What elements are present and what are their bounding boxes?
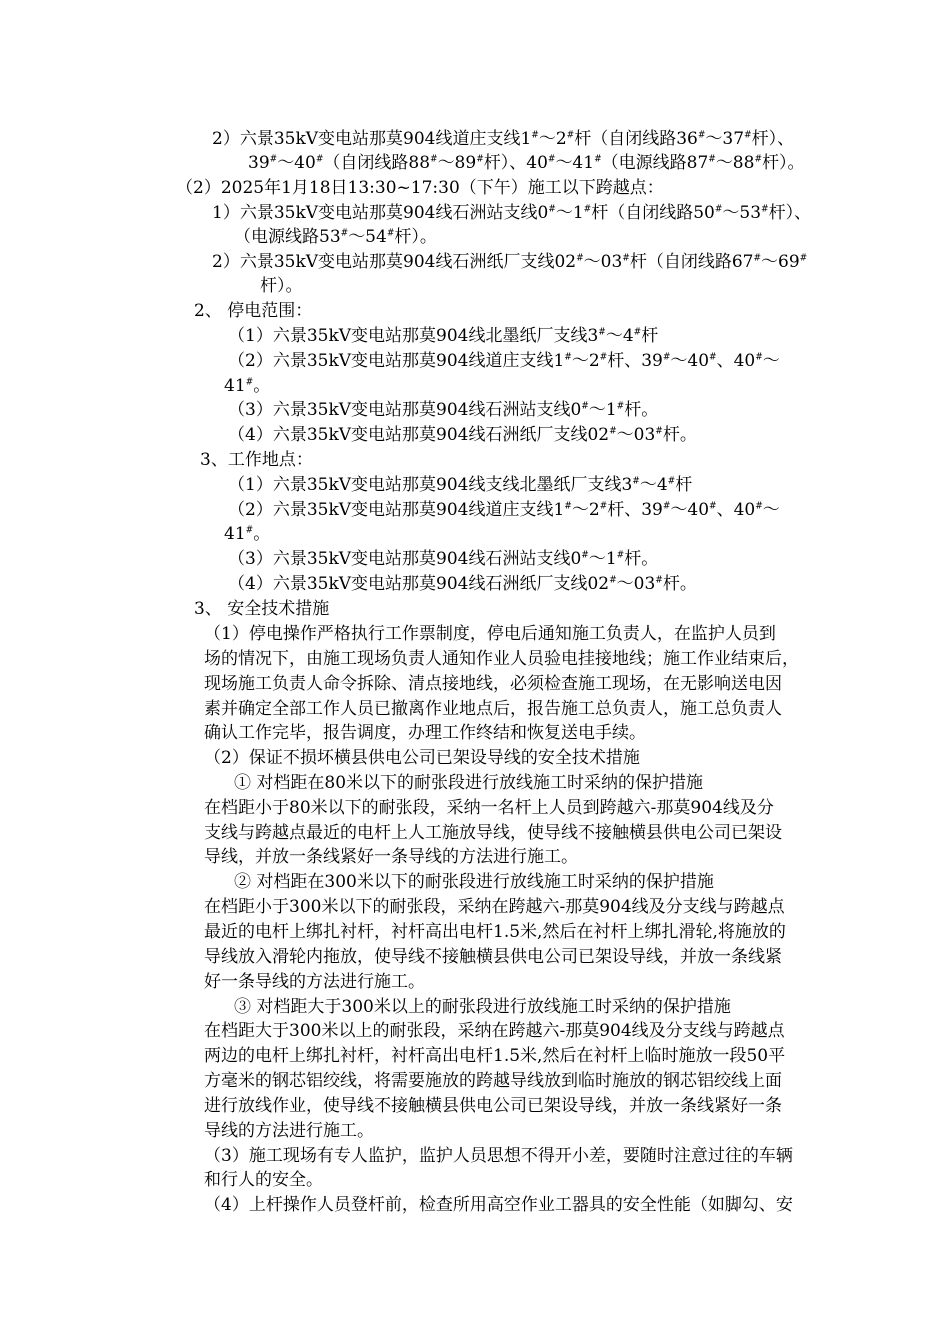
text-line-34: 导线放入滑轮内拖放，使导线不接触横县供电公司已架设导线，并放一条线紧 [204,947,782,967]
text-line-15: （1）六景35kV变电站那莫904线支线北墨纸厂支线3#～4#杆 [228,475,693,495]
text-line-9: （1）六景35kV变电站那莫904线北墨纸厂支线3#～4#杆 [228,326,659,346]
section-heading-work-location: 3、工作地点： [200,450,313,470]
text-line-5: （电源线路53#～54#杆）。 [234,227,437,247]
text-line-37: 在档距大于300米以上的耐张段，采纳在跨越六-那莫904线及分支线与跨越点 [204,1021,785,1041]
text-line-30: 导线，并放一条线紧好一条导线的方法进行施工。 [204,847,578,867]
section-heading-safety-measures: 3、 安全技术措施 [194,599,330,619]
text-line-29: 支线与跨越点最近的电杆上人工施放导线，使导线不接触横县供电公司已架设 [204,823,782,843]
text-line-32: 在档距小于300米以下的耐张段，采纳在跨越六-那莫904线及分支线与跨越点 [204,897,785,917]
text-line-41: 导线的方法进行施工。 [204,1121,374,1141]
text-line-44: （4）上杆操作人员登杆前，检查所用高空作业工器具的安全性能（如脚勾、安 [204,1195,793,1215]
text-line-1: 2）六景35kV变电站那莫904线道庄支线1#～2#杆（自闭线路36#～37#杆）、 [212,129,795,149]
text-line-31: ② 对档距在300米以下的耐张段进行放线施工时采纳的保护措施 [234,872,714,892]
text-line-35: 好一条导线的方法进行施工。 [204,972,425,992]
text-line-33: 最近的电杆上绑扎衬杆，衬杆高出电杆1.5米,然后在衬杆上绑扎滑轮,将施放的 [204,922,786,942]
text-line-18: （3）六景35kV变电站那莫904线石洲站支线0#～1#杆。 [228,549,659,569]
text-line-43: 和行人的安全。 [204,1170,323,1190]
text-line-25: 确认工作完毕，报告调度，办理工作终结和恢复送电手续。 [204,723,646,743]
text-line-26: （2）保证不损坏横县供电公司已架设导线的安全技术措施 [204,748,640,768]
text-line-12: （3）六景35kV变电站那莫904线石洲站支线0#～1#杆。 [228,400,659,420]
text-line-11: 41#。 [224,376,271,396]
text-line-24: 素并确定全部工作人员已撤离作业地点后，报告施工总负责人，施工总负责人 [204,699,782,719]
text-line-23: 现场施工负责人命令拆除、清点接地线，必须检查施工现场，在无影响送电因 [204,674,782,694]
text-line-19: （4）六景35kV变电站那莫904线石洲纸厂支线02#～03#杆。 [228,574,697,594]
text-line-4: 1）六景35kV变电站那莫904线石洲站支线0#～1#杆（自闭线路50#～53#杆）、 [212,203,812,223]
text-line-39: 方毫米的钢芯铝绞线，将需要施放的跨越导线放到临时施放的钢芯铝绞线上面 [204,1071,782,1091]
text-line-6: 2）六景35kV变电站那莫904线石洲纸厂支线02#～03#杆（自闭线路67#～69# [212,252,808,272]
text-line-16: （2）六景35kV变电站那莫904线道庄支线1#～2#杆、39#～40#、40#～ [228,500,780,520]
text-line-38: 两边的电杆上绑扎衬杆，衬杆高出电杆1.5米,然后在衬杆上临时施放一段50平 [204,1046,786,1066]
text-line-22: 场的情况下，由施工现场负责人通知作业人员验电挂接地线；施工作业结束后， [204,649,799,669]
section-heading-power-outage-scope: 2、 停电范围： [194,301,313,321]
text-line-40: 进行放线作业，使导线不接触横县供电公司已架设导线，并放一条线紧好一条 [204,1096,782,1116]
text-line-17: 41#。 [224,524,271,544]
text-line-36: ③ 对档距大于300米以上的耐张段进行放线施工时采纳的保护措施 [234,997,731,1017]
text-line-13: （4）六景35kV变电站那莫904线石洲纸厂支线02#～03#杆。 [228,425,697,445]
text-line-3: （2）2025年1月18日13:30~17:30（下午）施工以下跨越点： [176,178,664,198]
text-line-10: （2）六景35kV变电站那莫904线道庄支线1#～2#杆、39#～40#、40#～ [228,351,780,371]
text-line-21: （1）停电操作严格执行工作票制度，停电后通知施工负责人，在监护人员到 [204,624,776,644]
text-line-27: ① 对档距在80米以下的耐张段进行放线施工时采纳的保护措施 [234,773,704,793]
text-line-2: 39#～40#（自闭线路88#～89#杆）、40#～41#（电源线路87#～88#杆）。 [248,153,805,173]
text-line-42: （3）施工现场有专人监护，监护人员思想不得开小差，要随时注意过往的车辆 [204,1146,793,1166]
text-line-7: 杆）。 [260,276,303,296]
text-line-28: 在档距小于80米以下的耐张段，采纳一名杆上人员到跨越六-那莫904线及分 [204,798,774,818]
